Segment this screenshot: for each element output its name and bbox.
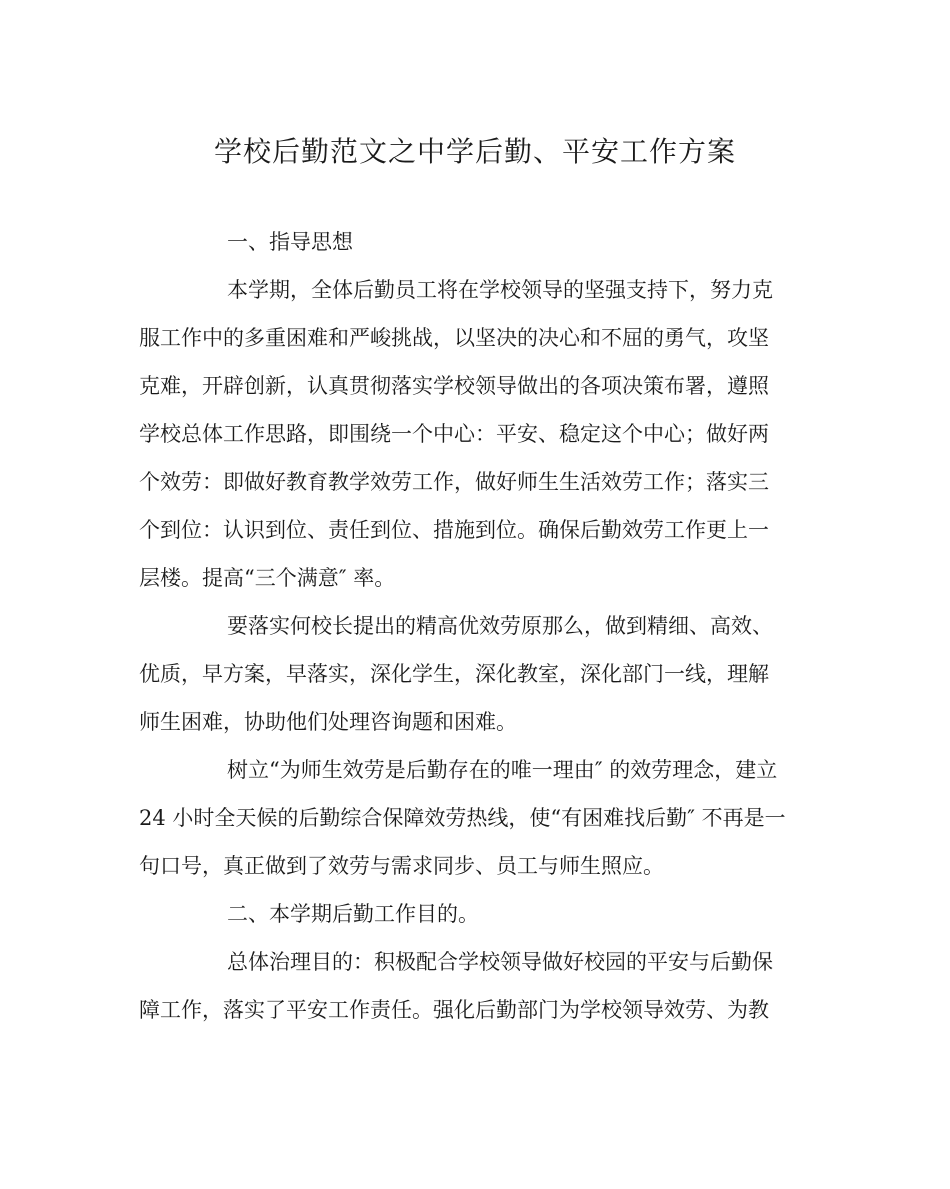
paragraph-line: 服工作中的多重困难和严峻挑战，以坚决的决心和不屈的勇气，攻坚 (139, 326, 769, 350)
paragraph-line: 句口号，真正做到了效劳与需求同步、员工与师生照应。 (139, 854, 664, 878)
paragraph-line: 优质，早方案，早落实，深化学生，深化教室，深化部门一线，理解 (139, 662, 769, 686)
paragraph-line: 克难，开辟创新，认真贯彻落实学校领导做出的各项决策布署，遵照 (139, 374, 769, 398)
section-heading: 二、本学期后勤工作目的。 (227, 902, 479, 926)
paragraph-line: 师生困难，协助他们处理咨询题和困难。 (139, 710, 517, 734)
paragraph-line: 要落实何校长提出的精高优效劳原那么，做到精细、高效、 (227, 614, 773, 638)
paragraph-line: 树立“为师生效劳是后勤存在的唯一理由″ 的效劳理念，建立 (227, 758, 778, 782)
paragraph-line: 障工作，落实了平安工作责任。强化后勤部门为学校领导效劳、为教 (139, 998, 769, 1022)
paragraph-line: 层楼。提高“三个满意″ 率。 (139, 566, 396, 590)
paragraph-line: 本学期，全体后勤员工将在学校领导的坚强支持下，努力克 (227, 278, 773, 302)
paragraph-line: 24 小时全天候的后勤综合保障效劳热线，使“有困难找后勤″ 不再是一 (139, 806, 786, 830)
document-body (139, 218, 811, 1034)
section-heading: 一、指导思想 (227, 230, 353, 254)
paragraph-line: 个效劳：即做好教育教学效劳工作，做好师生生活效劳工作；落实三 (139, 470, 769, 494)
paragraph-line: 个到位：认识到位、责任到位、措施到位。确保后勤效劳工作更上一 (139, 518, 769, 542)
document-title: 学校后勤范文之中学后勤、平安工作方案 (213, 135, 736, 168)
paragraph-line: 学校总体工作思路，即围绕一个中心：平安、稳定这个中心；做好两 (139, 422, 769, 446)
paragraph-line: 总体治理目的：积极配合学校领导做好校园的平安与后勤保 (227, 950, 773, 974)
